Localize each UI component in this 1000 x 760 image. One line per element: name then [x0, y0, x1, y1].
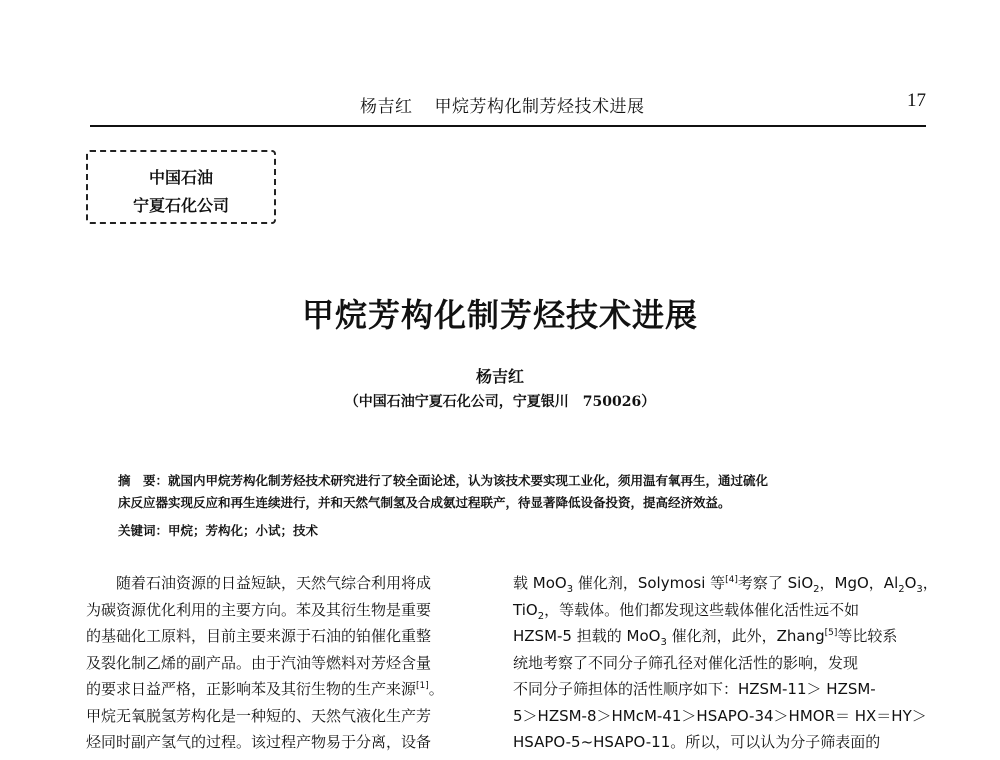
- body-line: [513, 623, 931, 650]
- subscript: 2: [813, 584, 820, 595]
- body-text: TiO: [513, 600, 538, 619]
- body-line: [86, 676, 501, 703]
- body-line: [513, 597, 931, 624]
- body-text: 载 MoO: [513, 574, 567, 592]
- subscript: 2: [537, 610, 545, 622]
- body-line: [513, 570, 938, 597]
- stamp-line-2: 宁夏石化公司: [132, 196, 229, 215]
- body-line: HSAPO-5~HSAPO-11。所以，可以认为分子筛表面的: [513, 733, 881, 751]
- running-header-author: 杨吉红: [360, 97, 413, 117]
- body-line: 为碳资源优化利用的主要方向。苯及其衍生物是重要: [86, 600, 432, 619]
- body-text: 随着石油资源的日益短缺，天然气综合利用将成: [116, 574, 432, 592]
- abstract-line-1: [118, 470, 918, 492]
- body-text: 催化剂，Solymosi 等: [573, 574, 726, 592]
- body-line: 烃同时副产氢气的过程。该过程产物易于分离，设备: [86, 733, 432, 751]
- abstract-text-1: 就国内甲烷芳构化制芳烃技术研究进行了较全面论述，认为该技术要实现工业化，须用温有氧再生，通过硫化: [168, 473, 769, 488]
- body-text: 考察了 SiO: [737, 574, 814, 592]
- body-line: 及裂化制乙烯的副产品。由于汽油等燃料对芳烃含量: [86, 653, 432, 672]
- citation: [4]: [725, 575, 738, 585]
- body-text: 的要求日益严格，正影响苯及其衍生物的生产来源: [86, 680, 417, 698]
- keywords-text: 甲烷；芳构化；小试；技术: [168, 523, 319, 538]
- subscript: 2: [898, 584, 905, 595]
- body-column-left: [86, 570, 501, 760]
- body-text: 催化剂，此外，Zhang: [666, 627, 825, 645]
- keywords-label: 关键词：: [118, 523, 169, 538]
- running-header-title: 甲烷芳构化制芳烃技术进展: [434, 97, 645, 117]
- header-rule: [90, 125, 926, 127]
- body-line: 5＞HZSM-8＞HMcM-41＞HSAPO-34＞HMOR＝ HX＝HY＞: [513, 706, 927, 725]
- page-number: 17: [907, 90, 926, 111]
- body-text: ，等载体。他们都发现这些载体催化活性远不如: [544, 600, 860, 619]
- subscript: 3: [566, 584, 574, 595]
- body-text: 。: [428, 680, 444, 698]
- body-line: 不同分子筛担体的活性顺序如下：HZSM-11＞ HZSM-: [513, 680, 876, 698]
- body-column-right: [513, 570, 938, 760]
- abstract-text-2: 床反应器实现反应和再生连续进行，并和天然气制氢及合成氨过程联产，待显著降低设备投资，提高经济效益。: [118, 495, 731, 510]
- body-text: O: [904, 574, 917, 592]
- article-author: 杨吉红: [475, 367, 524, 386]
- citation: [5]: [824, 628, 838, 638]
- subscript: 3: [916, 584, 923, 595]
- abstract-label: 摘 要：: [118, 473, 169, 488]
- body-text: ，: [922, 574, 938, 592]
- subscript: 3: [660, 637, 667, 648]
- body-text: 等比较系: [837, 627, 898, 645]
- body-line: 统地考察了不同分子筛孔径对催化活性的影响，发现: [513, 653, 859, 672]
- article-affiliation: （中国石油宁夏石化公司，宁夏银川 750026）: [344, 394, 656, 410]
- running-header: [90, 92, 926, 122]
- body-line: 甲烷无氧脱氢芳构化是一种短的、天然气液化生产芳: [86, 706, 432, 725]
- body-text: HZSM-5 担载的 MoO: [513, 627, 661, 645]
- body-text: ，MgO，Al: [819, 574, 899, 592]
- stamp-line-1: 中国石油: [148, 168, 213, 187]
- body-line: 的基础化工原料，目前主要来源于石油的铂催化重整: [86, 627, 432, 645]
- company-stamp: [86, 150, 276, 224]
- article-title: 甲烷芳构化制芳烃技术进展: [301, 296, 698, 334]
- keywords: [118, 520, 918, 542]
- body-line: [86, 570, 501, 597]
- citation: [1]: [416, 681, 429, 691]
- abstract: [118, 470, 918, 514]
- running-header-text: [360, 92, 645, 117]
